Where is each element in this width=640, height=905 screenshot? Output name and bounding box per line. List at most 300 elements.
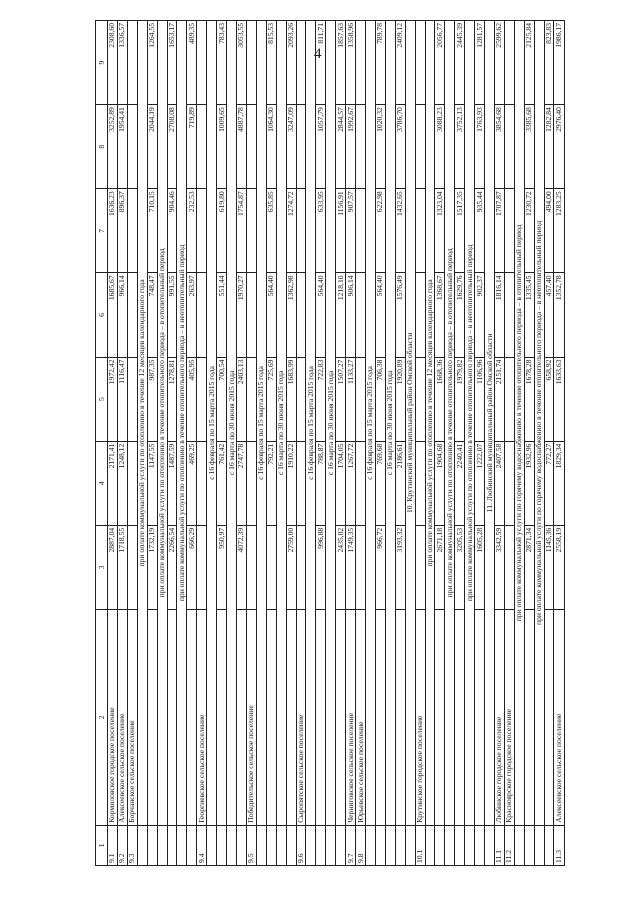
value-cell: 1368,67	[435, 273, 445, 357]
value-cell: 2403,13	[236, 357, 246, 441]
value-cell	[415, 21, 425, 105]
value-cell: 1678,28	[524, 357, 534, 441]
value-cell: 991,55	[167, 273, 177, 357]
value-cell	[127, 189, 137, 273]
settlement-name-cell: Крутинское городское поселение	[415, 609, 425, 825]
value-cell	[415, 273, 425, 357]
value-cell	[296, 189, 306, 273]
row-index-cell	[544, 825, 554, 865]
period-note: с 16 февраля по 15 марта 2015 года	[207, 21, 217, 826]
settlement-name-cell	[236, 609, 246, 825]
value-cell	[356, 357, 366, 441]
settlement-name-cell	[286, 609, 296, 825]
value-cell: 789,78	[375, 21, 385, 105]
period-note: при оплате коммунальной услуги по горячему водоснабжению в течение отопительного периода – в неотопительный период	[534, 21, 544, 826]
value-cell: 3752,13	[455, 105, 465, 189]
value-cell: 1358,96	[346, 21, 356, 105]
note-row	[534, 21, 544, 866]
value-cell: 783,43	[217, 21, 227, 105]
value-cell: 966,72	[375, 525, 385, 609]
value-cell: 706,38	[375, 357, 385, 441]
value-cell: 1106,96	[475, 357, 485, 441]
value-cell: 3247,09	[286, 105, 296, 189]
value-cell: 966,14	[117, 273, 127, 357]
value-cell: 2125,84	[524, 21, 534, 105]
settlement-name-cell	[524, 609, 534, 825]
row-index-cell	[395, 825, 405, 865]
table-row	[246, 21, 256, 866]
spacer-cell	[405, 825, 415, 865]
value-cell: 1323,04	[435, 189, 445, 273]
settlement-name-cell	[336, 609, 346, 825]
value-cell: 1829,34	[554, 441, 565, 525]
period-note: при оплате коммунальной услуги по отоплению в течение отопительного периода – в неотопительный период	[177, 21, 187, 826]
row-index-cell	[375, 825, 385, 865]
value-cell: 564,40	[266, 273, 276, 357]
value-cell: 1009,65	[217, 105, 227, 189]
period-note: с 16 марта по 30 июня 2015 года	[227, 21, 237, 826]
value-cell	[504, 273, 514, 357]
period-note: с 16 февраля по 15 марта 2015 года	[306, 21, 316, 826]
value-cell: 1283,25	[554, 189, 565, 273]
value-cell	[127, 105, 137, 189]
table-row	[395, 21, 405, 866]
note-row	[514, 21, 524, 866]
row-index-cell	[286, 825, 296, 865]
value-cell: 3088,23	[435, 105, 445, 189]
value-cell	[504, 189, 514, 273]
row-index-cell	[524, 825, 534, 865]
value-cell: 772,27	[544, 441, 554, 525]
period-note: с 16 марта по 30 июня 2015 года	[276, 21, 286, 826]
value-cell: 1718,55	[117, 525, 127, 609]
value-cell	[127, 441, 137, 525]
note-row	[385, 21, 395, 866]
value-cell: 1636,23	[108, 189, 118, 273]
value-cell: 1278,81	[167, 357, 177, 441]
header-cell: 2	[96, 609, 108, 825]
value-cell: 1685,67	[108, 273, 118, 357]
note-row	[306, 21, 316, 866]
table-row	[356, 21, 366, 866]
value-cell	[197, 273, 207, 357]
section-row	[405, 21, 415, 866]
value-cell	[296, 441, 306, 525]
value-cell: 1857,63	[336, 21, 346, 105]
value-cell: 1683,99	[286, 357, 296, 441]
row-index-cell	[167, 825, 177, 865]
value-cell	[197, 189, 207, 273]
value-cell: 719,89	[187, 105, 197, 189]
value-cell	[356, 525, 366, 609]
value-cell	[246, 21, 256, 105]
value-cell: 2445,39	[455, 21, 465, 105]
section-title: 10. Крутинский муниципальный район Омской области	[405, 21, 415, 826]
settlement-name-cell: Юрьевское сельское поселение	[356, 609, 366, 825]
value-cell	[415, 189, 425, 273]
row-index-cell: 10.1	[415, 825, 425, 865]
value-cell: 725,69	[266, 357, 276, 441]
value-cell: 3205,53	[455, 525, 465, 609]
table-row	[296, 21, 306, 866]
value-cell	[296, 273, 306, 357]
value-cell: 1274,72	[286, 189, 296, 273]
spacer-cell	[534, 825, 544, 865]
value-cell	[246, 189, 256, 273]
value-cell: 1910,22	[286, 441, 296, 525]
settlement-name-cell: Георгиевское сельское поселение	[197, 609, 207, 825]
settlement-name-cell: Победительское сельское поселение	[246, 609, 256, 825]
settlement-name-cell	[167, 609, 177, 825]
value-cell: 551,44	[217, 273, 227, 357]
row-index-cell	[316, 825, 326, 865]
value-cell	[246, 273, 256, 357]
value-cell: 1335,45	[524, 273, 534, 357]
value-cell: 1904,68	[435, 441, 445, 525]
value-cell: 1707,87	[494, 189, 504, 273]
value-cell: 564,40	[375, 273, 385, 357]
table-row	[475, 21, 485, 866]
value-cell: 2044,19	[147, 105, 157, 189]
value-cell: 263,97	[187, 273, 197, 357]
value-cell	[296, 105, 306, 189]
period-note: при оплате коммунальной услуги по отоплению в течение отопительного периода – в неотопительный период	[465, 21, 475, 826]
value-cell: 1932,96	[524, 441, 534, 525]
value-cell: 792,21	[266, 441, 276, 525]
value-cell: 1920,89	[395, 357, 405, 441]
table-row	[316, 21, 326, 866]
value-cell: 3053,55	[236, 21, 246, 105]
value-cell: 1281,57	[475, 21, 485, 105]
settlement-name-cell	[375, 609, 385, 825]
value-cell: 2976,40	[554, 105, 565, 189]
settlement-name-cell	[395, 609, 405, 825]
row-index-cell: 11.3	[554, 825, 565, 865]
value-cell: 635,85	[266, 189, 276, 273]
value-cell: 1064,30	[266, 105, 276, 189]
value-cell: 1970,27	[236, 273, 246, 357]
value-cell: 469,25	[187, 441, 197, 525]
value-cell	[127, 21, 137, 105]
settlement-name-cell	[435, 609, 445, 825]
value-cell: 2759,00	[286, 525, 296, 609]
row-index-cell	[236, 825, 246, 865]
page-number: 4	[314, 46, 322, 62]
value-cell: 1267,72	[346, 441, 356, 525]
note-row	[425, 21, 435, 866]
value-cell: 1057,79	[316, 105, 326, 189]
value-cell: 1992,67	[346, 105, 356, 189]
table-row	[266, 21, 276, 866]
value-cell: 2056,77	[435, 21, 445, 105]
table-row	[117, 21, 127, 866]
table-row	[504, 21, 514, 866]
value-cell	[246, 357, 256, 441]
note-row	[276, 21, 286, 866]
value-cell: 1979,82	[455, 357, 465, 441]
header-cell: 5	[96, 357, 108, 441]
row-index-cell: 9.5	[246, 825, 256, 865]
note-row	[365, 21, 375, 866]
value-cell: 2844,57	[336, 105, 346, 189]
value-cell: 2093,26	[286, 21, 296, 105]
value-cell: 1230,72	[524, 189, 534, 273]
spacer-cell	[207, 825, 217, 865]
value-cell: 1362,98	[286, 273, 296, 357]
value-cell	[197, 21, 207, 105]
value-cell: 815,53	[266, 21, 276, 105]
table-row	[544, 21, 554, 866]
row-index-cell: 9.4	[197, 825, 207, 865]
value-cell: 1576,49	[395, 273, 405, 357]
tariff-table	[95, 20, 565, 866]
value-cell: 2747,78	[236, 441, 246, 525]
spacer-cell	[157, 825, 167, 865]
value-cell: 2186,61	[395, 441, 405, 525]
settlement-name-cell: Любинское городское поселение	[494, 609, 504, 825]
value-cell: 658,92	[544, 357, 554, 441]
value-cell: 722,83	[316, 357, 326, 441]
note-row	[227, 21, 237, 866]
value-cell	[356, 105, 366, 189]
value-cell: 710,15	[147, 189, 157, 273]
value-cell: 1972,42	[108, 357, 118, 441]
value-cell	[127, 357, 137, 441]
row-index-cell: 11.1	[494, 825, 504, 865]
value-cell	[296, 21, 306, 105]
header-cell: 7	[96, 189, 108, 273]
value-cell: 1507,27	[336, 357, 346, 441]
value-cell: 1352,78	[554, 273, 565, 357]
value-cell: 906,14	[346, 273, 356, 357]
settlement-name-cell: Красноярское городское поселение	[504, 609, 514, 825]
value-cell: 405,95	[187, 357, 197, 441]
period-note: с 16 марта по 30 июня 2015 года	[326, 21, 336, 826]
table-row	[336, 21, 346, 866]
row-index-cell	[217, 825, 227, 865]
table-row	[286, 21, 296, 866]
row-index-cell: 9.2	[117, 825, 127, 865]
spacer-cell	[425, 825, 435, 865]
settlement-name-cell	[217, 609, 227, 825]
period-note: при оплате коммунальной услуги по отоплению в течение отопительного периода – в отопительный период	[157, 21, 167, 826]
section-row	[485, 21, 495, 866]
value-cell	[356, 441, 366, 525]
value-cell: 2871,34	[524, 525, 534, 609]
row-index-cell	[147, 825, 157, 865]
value-cell: 761,42	[217, 441, 227, 525]
row-index-cell: 9.6	[296, 825, 306, 865]
row-index-cell	[336, 825, 346, 865]
note-row	[207, 21, 217, 866]
note-row	[326, 21, 336, 866]
period-note: с 16 марта по 30 июня 2015 года	[385, 21, 395, 826]
value-cell	[197, 105, 207, 189]
table-row	[346, 21, 356, 866]
spacer-cell	[445, 825, 455, 865]
table-row	[108, 21, 118, 866]
value-cell: 633,95	[316, 189, 326, 273]
value-cell: 1986,17	[554, 21, 565, 105]
value-cell: 996,88	[316, 525, 326, 609]
value-cell: 1336,57	[117, 21, 127, 105]
period-note: при оплате коммунальной услуги по отоплению в течение 12 месяцев календарного года	[137, 21, 147, 826]
spacer-cell	[256, 825, 266, 865]
row-index-cell	[435, 825, 445, 865]
header-cell: 1	[96, 825, 108, 865]
note-row	[465, 21, 475, 866]
value-cell	[127, 273, 137, 357]
value-cell	[246, 105, 256, 189]
value-cell: 2240,41	[455, 441, 465, 525]
spacer-cell	[485, 825, 495, 865]
period-note: при оплате коммунальной услуги по отоплению в течение отопительного периода – в отопительный период	[445, 21, 455, 826]
settlement-name-cell	[455, 609, 465, 825]
value-cell	[246, 441, 256, 525]
row-index-cell: 9.3	[127, 825, 137, 865]
spacer-cell	[465, 825, 475, 865]
value-cell	[246, 525, 256, 609]
header-cell: 9	[96, 21, 108, 105]
table-row	[167, 21, 177, 866]
section-title: 11. Любинский муниципальный район Омской области	[485, 21, 495, 826]
value-cell: 1145,36	[544, 525, 554, 609]
table-row	[494, 21, 504, 866]
value-cell: 823,83	[544, 21, 554, 105]
spacer-cell	[514, 825, 524, 865]
value-cell: 748,47	[147, 273, 157, 357]
value-cell: 700,54	[217, 357, 227, 441]
value-cell: 1633,63	[554, 357, 565, 441]
value-cell	[197, 525, 207, 609]
spacer-cell	[306, 825, 316, 865]
value-cell: 950,97	[217, 525, 227, 609]
header-cell: 3	[96, 525, 108, 609]
value-cell: 987,35	[147, 357, 157, 441]
table-header-row	[96, 21, 108, 866]
value-cell: 1116,47	[117, 357, 127, 441]
value-cell	[415, 105, 425, 189]
value-cell: 1133,27	[346, 357, 356, 441]
value-cell: 1668,36	[435, 357, 445, 441]
spacer-cell	[137, 825, 147, 865]
table-row	[435, 21, 445, 866]
value-cell: 2266,54	[167, 525, 177, 609]
value-cell: 1732,19	[147, 525, 157, 609]
period-note: при оплате коммунальной услуги по отоплению в течение 12 месяцев календарного года	[425, 21, 435, 826]
settlement-name-cell: Кормиловское городское поселение	[108, 609, 118, 825]
value-cell: 896,37	[117, 189, 127, 273]
value-cell: 1218,10	[336, 273, 346, 357]
value-cell: 1517,35	[455, 189, 465, 273]
value-cell: 1282,84	[544, 105, 554, 189]
table-row	[455, 21, 465, 866]
value-cell: 2708,08	[167, 105, 177, 189]
value-cell	[296, 525, 306, 609]
settlement-name-cell: Алексеевское сельское поселение	[554, 609, 565, 825]
table-row	[197, 21, 207, 866]
value-cell: 1248,12	[117, 441, 127, 525]
value-cell	[415, 441, 425, 525]
value-cell: 1653,17	[167, 21, 177, 105]
table-row	[375, 21, 385, 866]
note-row	[445, 21, 455, 866]
value-cell: 2435,02	[336, 525, 346, 609]
settlement-name-cell: Алексеевское сельское поселение	[117, 609, 127, 825]
value-cell: 2887,04	[108, 525, 118, 609]
value-cell: 811,71	[316, 21, 326, 105]
value-cell: 4887,78	[236, 105, 246, 189]
header-cell: 8	[96, 105, 108, 189]
value-cell	[504, 525, 514, 609]
table-row	[217, 21, 227, 866]
value-cell: 2308,60	[108, 21, 118, 105]
value-cell	[296, 357, 306, 441]
settlement-name-cell	[187, 609, 197, 825]
value-cell: 2171,41	[108, 441, 118, 525]
value-cell: 1605,28	[475, 525, 485, 609]
value-cell: 666,29	[187, 525, 197, 609]
settlement-name-cell	[544, 609, 554, 825]
value-cell: 2151,74	[494, 357, 504, 441]
table-row	[415, 21, 425, 866]
value-cell	[504, 441, 514, 525]
value-cell: 2671,18	[435, 525, 445, 609]
value-cell	[415, 357, 425, 441]
value-cell: 2599,62	[494, 21, 504, 105]
value-cell: 3854,68	[494, 105, 504, 189]
value-cell: 1749,35	[346, 525, 356, 609]
note-row	[157, 21, 167, 866]
row-index-cell	[266, 825, 276, 865]
settlement-name-cell: Черниговское сельское поселение	[346, 609, 356, 825]
value-cell: 2407,58	[494, 441, 504, 525]
value-cell: 1816,14	[494, 273, 504, 357]
period-note: при оплате коммунальной услуги по горячему водоснабжению в течение отопительного периода – в отопительный период	[514, 21, 524, 826]
value-cell	[197, 357, 207, 441]
value-cell: 1487,59	[167, 441, 177, 525]
value-cell	[127, 525, 137, 609]
value-cell: 935,44	[475, 189, 485, 273]
value-cell: 1432,65	[395, 189, 405, 273]
value-cell	[504, 357, 514, 441]
value-cell: 1156,91	[336, 189, 346, 273]
value-cell: 494,00	[544, 189, 554, 273]
spacer-cell	[326, 825, 336, 865]
value-cell: 2409,12	[395, 21, 405, 105]
value-cell: 904,46	[167, 189, 177, 273]
row-index-cell: 9.1	[108, 825, 118, 865]
row-index-cell: 9.8	[356, 825, 366, 865]
value-cell: 3252,89	[108, 105, 118, 189]
value-cell: 457,40	[544, 273, 554, 357]
value-cell: 1954,41	[117, 105, 127, 189]
row-index-cell	[475, 825, 485, 865]
value-cell: 1754,87	[236, 189, 246, 273]
table-body	[108, 21, 565, 866]
note-row	[256, 21, 266, 866]
value-cell: 622,98	[375, 189, 385, 273]
spacer-cell	[276, 825, 286, 865]
value-cell: 1629,76	[455, 273, 465, 357]
value-cell	[197, 441, 207, 525]
value-cell: 902,37	[475, 273, 485, 357]
value-cell: 3193,32	[395, 525, 405, 609]
note-row	[177, 21, 187, 866]
settlement-name-cell	[316, 609, 326, 825]
settlement-name-cell	[266, 609, 276, 825]
period-note: с 16 февраля по 15 марта 2015 года	[256, 21, 266, 826]
